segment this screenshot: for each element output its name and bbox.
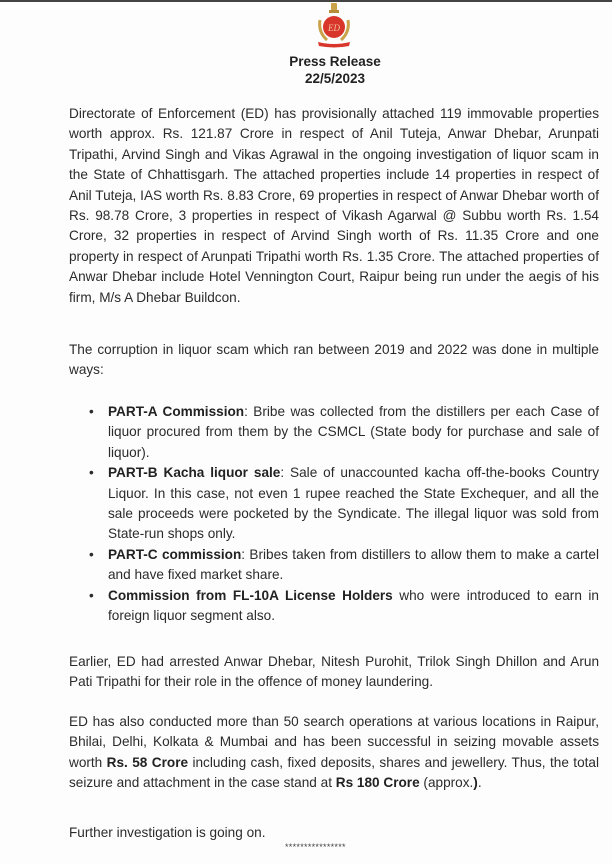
bullet-icon: • [89, 587, 94, 603]
end-marker: **************** [285, 842, 346, 852]
text-span: ED has also conducted more than 50 search operations at various locations in Raipur, Bhilai, Delhi, Kolkata & Mumbai and has been successful in seizing movable assets worth [69, 714, 599, 770]
text-span: (approx. [419, 775, 474, 791]
list-item [88, 545, 599, 586]
text-span: ) [473, 775, 478, 791]
total-amount: Rs 180 Crore [335, 775, 420, 791]
bullet-icon: • [89, 404, 94, 419]
list-item-text: : Sale of unaccounted kacha off-the-books Country Liquor. In this case, not even 1 rupee reached the State Exchequer, and all the sale proceeds were pocketed by the Syndicate. The illegal liquor was sold from State-run shops only. [108, 465, 599, 542]
list-item [88, 463, 599, 545]
release-date: 22/5/2023 [304, 71, 366, 86]
paragraph-arrests: Earlier, ED had arrested Anwar Dhebar, Nitesh Purohit, Trilok Singh Dhillon and Arun Pati Tripathi for their role in the offence of money laundering. [69, 654, 599, 690]
page-title: Press Release [289, 54, 381, 69]
list-item-heading: Commission from FL-10A License Holders [108, 587, 393, 603]
bullet-icon: • [89, 465, 94, 481]
list-item-text: : Bribe was collected from the distillers per each Case of liquor procured from them by the CSMCL (State body for purchase and sale of liquor). [108, 404, 600, 460]
text-span: . [477, 775, 482, 791]
svg-text:ED: ED [328, 23, 340, 33]
list-item-heading: PART-B Kacha liquor sale [108, 465, 281, 481]
text-span: including cash, fixed deposits, shares and jewellery. Thus, the total seizure and attachment in the case stand at [69, 754, 599, 791]
paragraph-closing: Further investigation is going on. [69, 825, 266, 840]
top-border [0, 0, 612, 2]
list-item-heading: PART-C commission [108, 546, 242, 562]
paragraph-searches [69, 712, 599, 794]
list-item-text: : Bribes taken from distillers to allow them to make a cartel and have fixed market share. [108, 546, 600, 583]
paragraph-corruption-intro: The corruption in liquor scam which ran between 2019 and 2022 was done in multiple ways: [69, 342, 599, 378]
list-item [88, 586, 599, 627]
list-item-text: who were introduced to earn in foreign liquor segment also. [108, 587, 599, 624]
paragraph-attachment: Directorate of Enforcement (ED) has provisionally attached 119 immovable properties worth approx. Rs. 121.87 Crore in respect of Anil Tuteja, Anwar Dhebar, Arunpati Tripathi, Arvind Singh and Vikas Agrawal in the ongoing investigation of liquor scam in the State of Chhattisgarh. The attached properties include 14 properties in respect of Anil Tuteja, IAS worth Rs. 8.83 Crore, 69 properties in respect of Anwar Dhebar worth of Rs. 98.78 Crore, 3 properties in respect of Vikash Agarwal @ Subbu worth Rs. 1.54 Crore, 32 properties in respect of Arvind Singh worth of Rs. 11.35 Crore and one property in respect of Arunpati Tripathi worth Rs. 1.35 Crore. The attached properties of Anwar Dhebar include Hotel Vennington Court, Raipur being run under the aegis of his firm, M/s A Dhebar Buildcon. [69, 106, 599, 305]
ed-emblem-icon [313, 2, 355, 50]
list-item [88, 402, 599, 463]
bullet-icon: • [89, 546, 94, 562]
seized-amount: Rs. 58 Crore [106, 754, 189, 770]
list-item-heading: PART-A Commission [108, 404, 245, 419]
corruption-methods-list [88, 402, 599, 626]
